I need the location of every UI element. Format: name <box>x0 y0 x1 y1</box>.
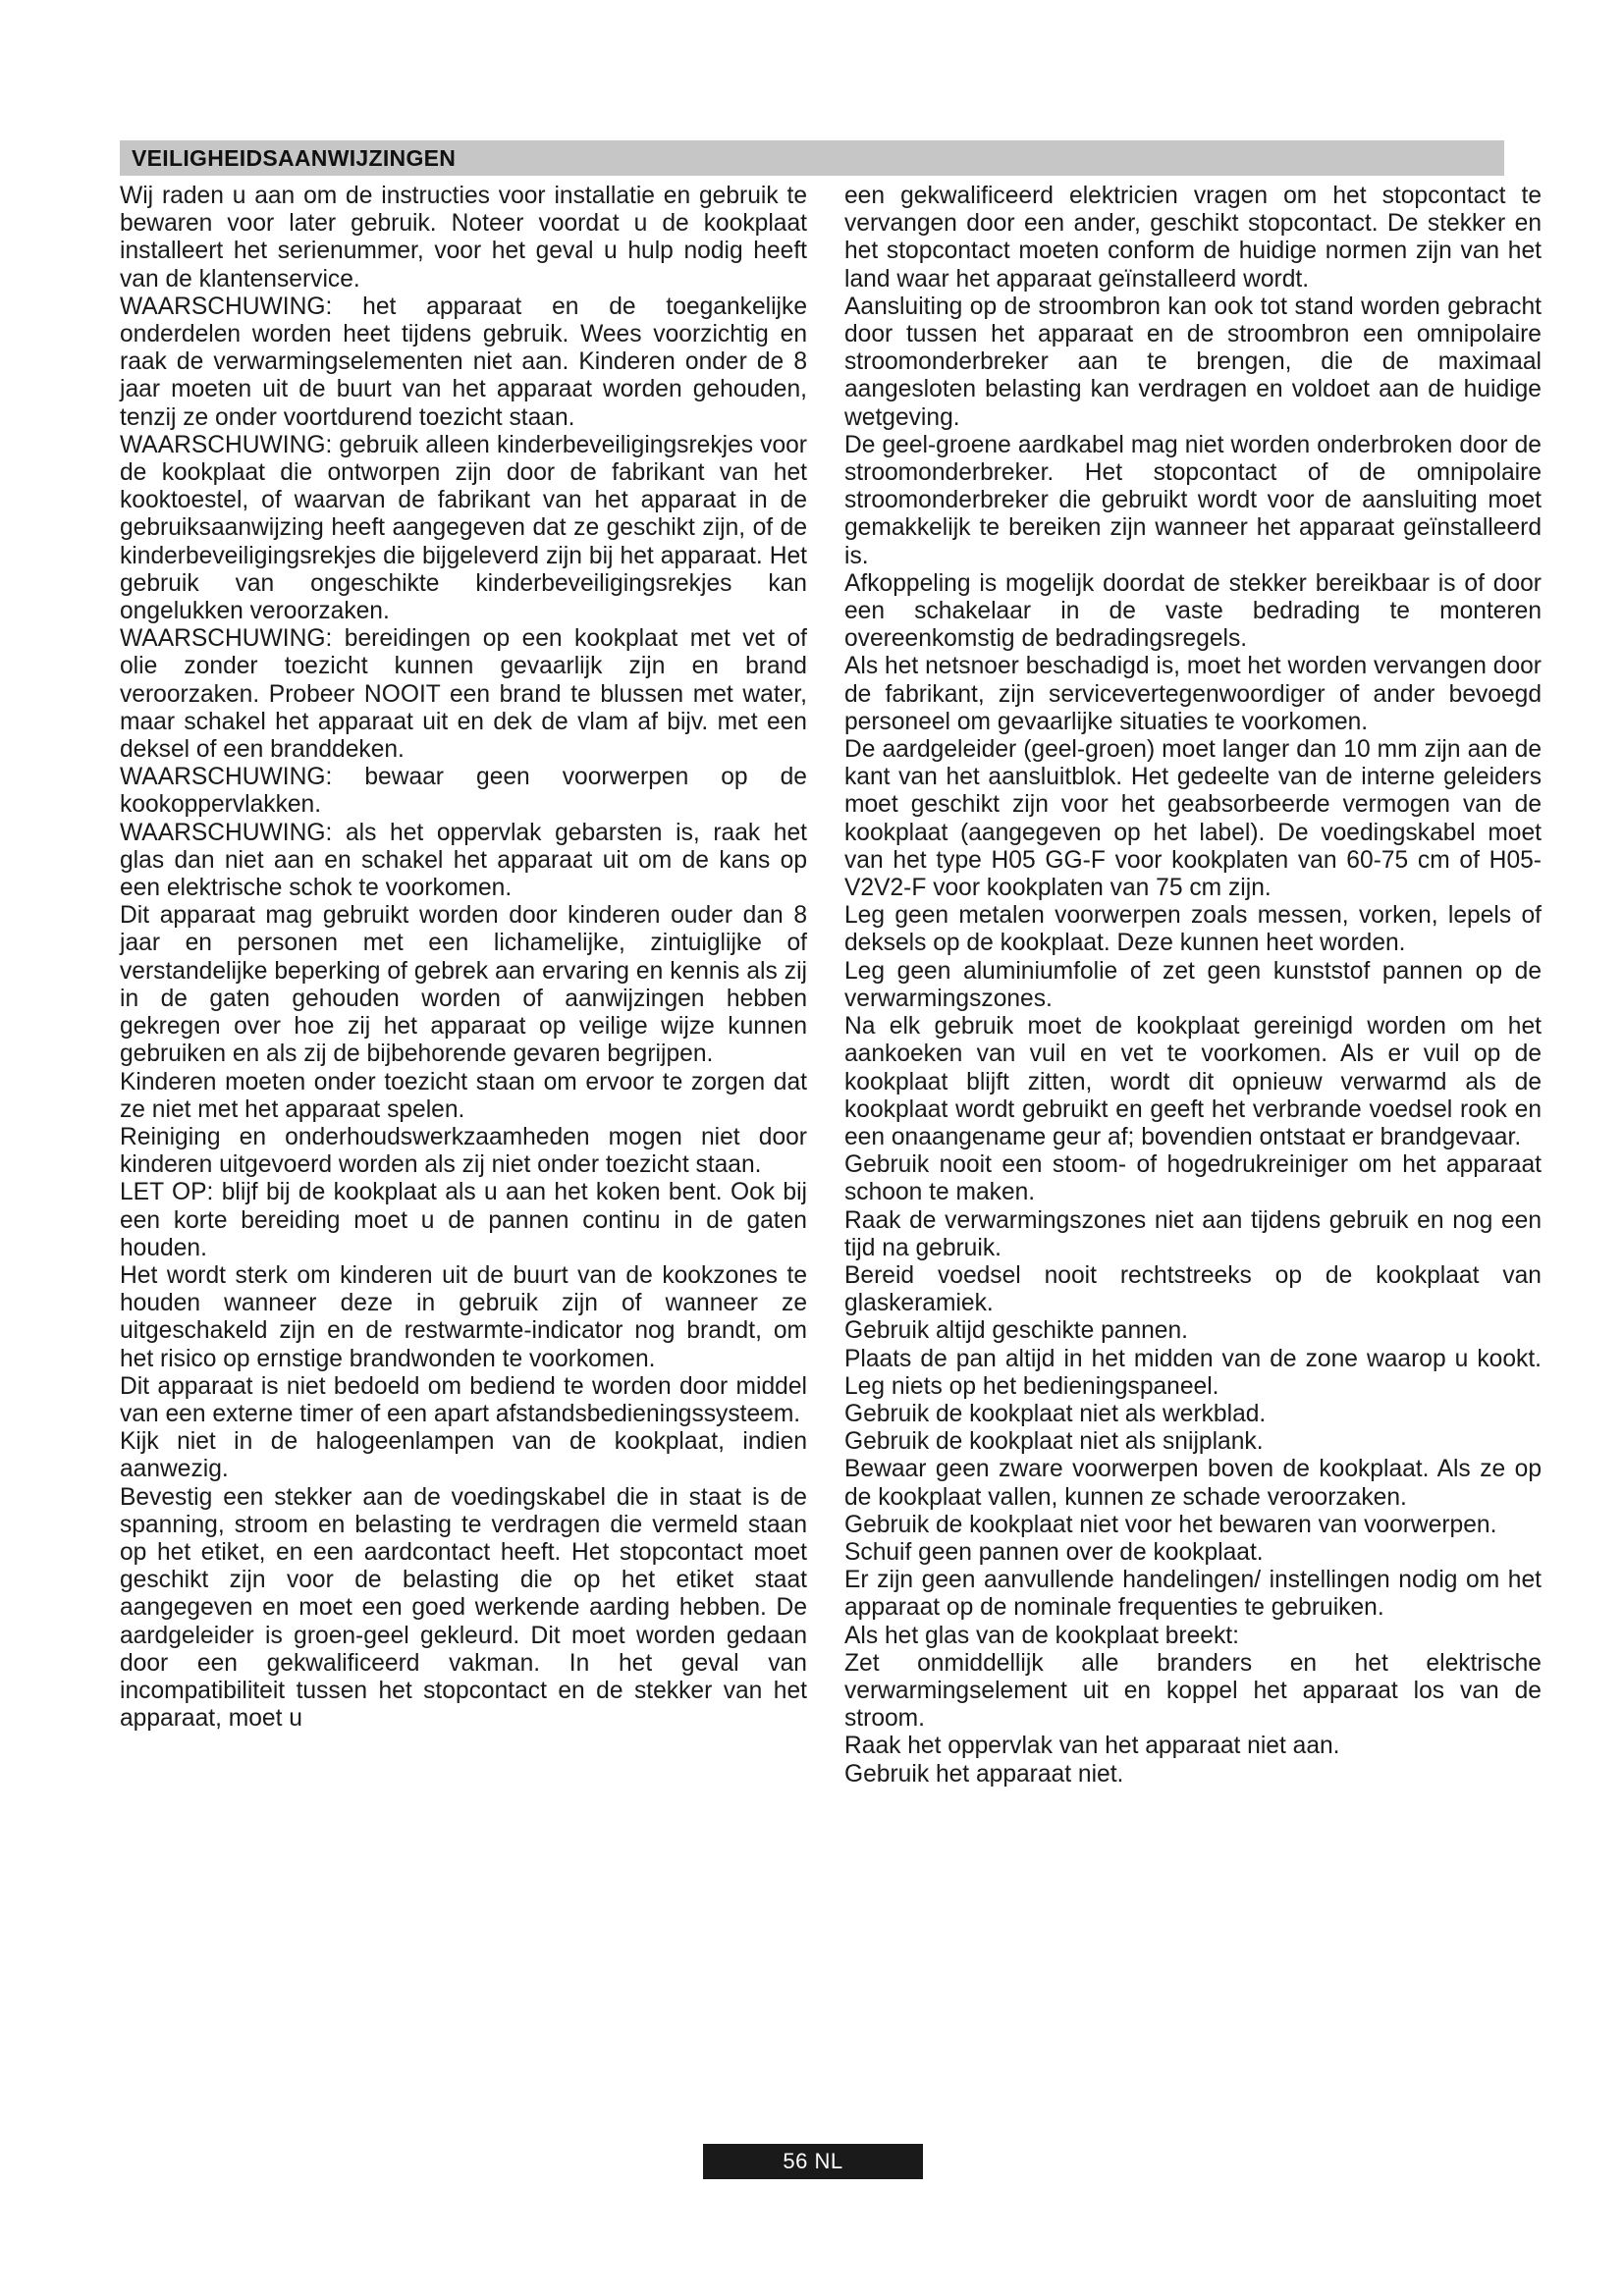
paragraph: Gebruik altijd geschikte pannen. <box>844 1317 1188 1345</box>
paragraph: De aardgeleider (geel-groen) moet langer dan 10 mm zijn aan de kant van het aansluitblok. Het gedeelte van de interne geleiders moet geschikt zijn voor het geabsorbeerde vermogen van de kookplaat (aangegeven op het label). De voedingskabel moet van het type H05 GG-F voor kookplaten van 60-75 cm of H05-V2V2-F voor kookplaten van 75 cm zijn. <box>844 736 1542 902</box>
paragraph: Er zijn geen aanvullende handelingen/ instellingen nodig om het apparaat op de nominale frequenties te gebruiken. <box>844 1567 1542 1622</box>
page-number: 56 NL <box>783 2149 843 2173</box>
paragraph: een gekwalificeerd elektricien vragen om het stopcontact te vervangen door een ander, geschikt stopcontact. De stekker en het stopcontact moeten conform de huidige normen zijn van het land waar het apparaat geïnstalleerd wordt. <box>844 183 1542 293</box>
right-column <box>844 183 1542 1789</box>
paragraph: Het wordt sterk om kinderen uit de buurt van de kookzones te houden wanneer deze in gebruik zijn of wanneer ze uitgeschakeld zijn en de restwarmte-indicator nog brandt, om het risico op ernstige brandwonden te voorkomen. <box>120 1261 807 1372</box>
paragraph: LET OP: blijf bij de kookplaat als u aan het koken bent. Ook bij een korte bereiding moet u de pannen continu in de gaten houden. <box>120 1179 807 1261</box>
paragraph: Afkoppeling is mogelijk doordat de stekker bereikbaar is of door een schakelaar in de vaste bedrading te monteren overeenkomstig de bedradingsregels. <box>844 569 1542 653</box>
paragraph: Leg geen metalen voorwerpen zoals messen, vorken, lepels of deksels op de kookplaat. Deze kunnen heet worden. <box>844 902 1542 957</box>
paragraph: WAARSCHUWING: bewaar geen voorwerpen op de kookoppervlakken. <box>120 764 807 819</box>
left-column <box>120 183 807 1733</box>
paragraph: Bewaar geen zware voorwerpen boven de kookplaat. Als ze op de kookplaat vallen, kunnen ze schade veroorzaken. <box>844 1456 1542 1511</box>
paragraph: Gebruik het apparaat niet. <box>844 1760 1124 1788</box>
paragraph: Plaats de pan altijd in het midden van de zone waarop u kookt. Leg niets op het bedieningspaneel. <box>844 1345 1542 1400</box>
paragraph: Zet onmiddellijk alle branders en het elektrische verwarmingselement uit en koppel het apparaat los van de stroom. <box>844 1649 1542 1733</box>
paragraph: Kijk niet in de halogeenlampen van de kookplaat, indien aanwezig. <box>120 1428 807 1483</box>
paragraph: Dit apparaat is niet bedoeld om bediend te worden door middel van een externe timer of een apart afstandsbedieningssysteem. <box>120 1372 807 1427</box>
paragraph: De geel-groene aardkabel mag niet worden onderbroken door de stroomonderbreker. Het stopcontact of de omnipolaire stroomonderbreker die gebruikt wordt voor de aansluiting moet gemakkelijk te bereiken zijn wanneer het apparaat geïnstalleerd is. <box>844 431 1542 569</box>
paragraph: Reiniging en onderhoudswerkzaamheden mogen niet door kinderen uitgevoerd worden als zij niet onder toezicht staan. <box>120 1123 807 1179</box>
paragraph: WAARSCHUWING: gebruik alleen kinderbeveiligingsrekjes voor de kookplaat die ontworpen zijn door de fabrikant van het kooktoestel, of waarvan de fabrikant van het apparaat in de gebruiksaanwijzing heeft aangegeven dat ze geschikt zijn, of de kinderbeveiligingsrekjes die bijgeleverd zijn bij het apparaat. Het gebruik van ongeschikte kinderbeveiligingsrekjes kan ongelukken veroorzaken. <box>120 431 807 625</box>
paragraph: Bevestig een stekker aan de voedingskabel die in staat is de spanning, stroom en belasting te verdragen die vermeld staan op het etiket, en een aardcontact heeft. Het stopcontact moet geschikt zijn voor de belasting die op het etiket staat aangegeven en moet een goed werkende aarding hebben. De aardgeleider is groen-geel gekleurd. Dit moet worden gedaan door een gekwalificeerd vakman. In het geval van incompatibiliteit tussen het stopcontact en de stekker van het apparaat, moet u <box>120 1483 807 1733</box>
paragraph: WAARSCHUWING: bereidingen op een kookplaat met vet of olie zonder toezicht kunnen gevaarlijk zijn en brand veroorzaken. Probeer NOOIT een brand te blussen met water, maar schakel het apparaat uit en dek de vlam af bijv. met een deksel of een branddeken. <box>120 625 807 764</box>
page-number-box <box>703 2144 923 2179</box>
paragraph: Kinderen moeten onder toezicht staan om ervoor te zorgen dat ze niet met het apparaat spelen. <box>120 1068 807 1123</box>
paragraph: Gebruik nooit een stoom- of hogedrukreiniger om het apparaat schoon te maken. <box>844 1151 1542 1206</box>
paragraph: Raak het oppervlak van het apparaat niet aan. <box>844 1733 1340 1760</box>
paragraph: Als het glas van de kookplaat breekt: <box>844 1622 1239 1649</box>
section-title: VEILIGHEIDSAANWIJZINGEN <box>132 145 457 171</box>
paragraph: Wij raden u aan om de instructies voor installatie en gebruik te bewaren voor later gebruik. Noteer voordat u de kookplaat installeert het serienummer, voor het geval u hulp nodig heeft van de klantenservice. <box>120 183 807 293</box>
section-header-bar <box>120 140 1504 176</box>
paragraph: WAARSCHUWING: als het oppervlak gebarsten is, raak het glas dan niet aan en schakel het apparaat uit om de kans op een elektrische schok te voorkomen. <box>120 819 807 902</box>
paragraph: Gebruik de kookplaat niet als snijplank. <box>844 1428 1264 1456</box>
paragraph: Gebruik de kookplaat niet voor het bewaren van voorwerpen. <box>844 1511 1497 1538</box>
paragraph: Als het netsnoer beschadigd is, moet het worden vervangen door de fabrikant, zijn servicevertegenwoordiger of ander bevoegd personeel om gevaarlijke situaties te voorkomen. <box>844 653 1542 735</box>
paragraph: Dit apparaat mag gebruikt worden door kinderen ouder dan 8 jaar en personen met een lichamelijke, zintuiglijke of verstandelijke beperking of gebrek aan ervaring en kennis als zij in de gaten gehouden worden of aanwijzingen hebben gekregen over hoe zij het apparaat op veilige wijze kunnen gebruiken en als zij de bijbehorende gevaren begrijpen. <box>120 902 807 1068</box>
paragraph: Na elk gebruik moet de kookplaat gereinigd worden om het aankoeken van vuil en vet te voorkomen. Als er vuil op de kookplaat blijft zitten, wordt dit opnieuw verwarmd als de kookplaat wordt gebruikt en geeft het verbrande voedsel rook en een onaangename geur af; bovendien ontstaat er brandgevaar. <box>844 1013 1542 1150</box>
paragraph: Bereid voedsel nooit rechtstreeks op de kookplaat van glaskeramiek. <box>844 1261 1542 1317</box>
paragraph: WAARSCHUWING: het apparaat en de toegankelijke onderdelen worden heet tijdens gebruik. Wees voorzichtig en raak de verwarmingselementen niet aan. Kinderen onder de 8 jaar moeten uit de buurt van het apparaat worden gehouden, tenzij ze onder voortdurend toezicht staan. <box>120 293 807 431</box>
paragraph: Leg geen aluminiumfolie of zet geen kunststof pannen op de verwarmingszones. <box>844 957 1542 1012</box>
paragraph: Schuif geen pannen over de kookplaat. <box>844 1538 1264 1566</box>
paragraph: Raak de verwarmingszones niet aan tijdens gebruik en nog een tijd na gebruik. <box>844 1206 1542 1261</box>
paragraph: Aansluiting op de stroombron kan ook tot stand worden gebracht door tussen het apparaat en de stroombron een omnipolaire stroomonderbreker aan te brengen, die de maximaal aangesloten belasting kan verdragen en voldoet aan de huidige wetgeving. <box>844 293 1542 431</box>
paragraph: Gebruik de kookplaat niet als werkblad. <box>844 1400 1267 1427</box>
